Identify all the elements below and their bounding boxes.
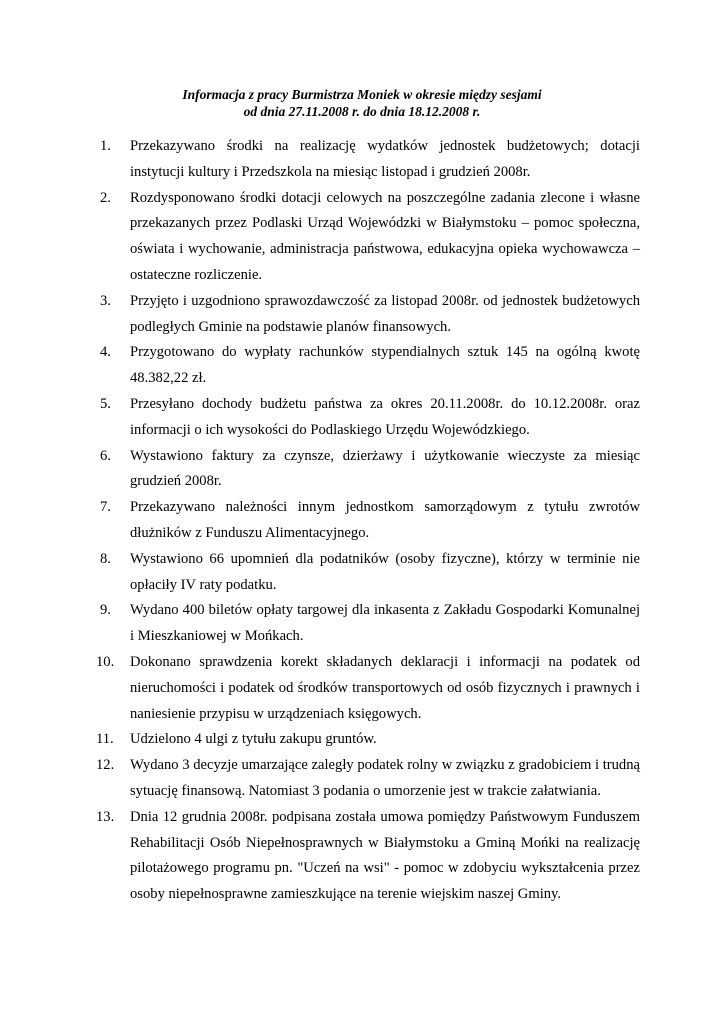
item-number: 5.: [100, 395, 111, 412]
title-line-2: od dnia 27.11.2008 r. do dnia 18.12.2008 r.: [243, 104, 481, 119]
item-number: 9.: [100, 602, 111, 619]
item-text: Wystawiono faktury za czynsze, dzierżawy i użytkowanie wieczyste za miesiąc grudzień 2008r.: [130, 447, 640, 490]
item-text: Rozdysponowano środki dotacji celowych na poszczególne zadania zlecone i własne przekazanych przez Podlaski Urząd Wojewódzki w Białymstoku – pomoc społeczna, oświata i wychowanie, administracja państwowa, edukacyjna opieka wychowawcza – ostateczne rozliczenie.: [130, 189, 640, 283]
list-item: [100, 547, 640, 599]
item-number: 2.: [100, 189, 111, 206]
item-number: 1.: [100, 138, 111, 154]
list-item: [100, 392, 640, 444]
item-number: 12.: [96, 757, 115, 774]
activity-list: [96, 134, 640, 908]
item-text: Dnia 12 grudnia 2008r. podpisana została umowa pomiędzy Państwowym Funduszem Rehabilitacji Osób Niepełnosprawnych w Białymstoku a Gminą Mońki na realizację pilotażowego programu pn. "Uczeń na wsi" - pomoc w zdobyciu wykształcenia przez osoby niepełnosprawne zamieszkujące na terenie wiejskim naszej Gminy.: [130, 808, 640, 903]
item-number: 6.: [100, 447, 111, 464]
list-item: [100, 134, 640, 186]
list-item: [100, 444, 640, 496]
list-item: [100, 495, 640, 547]
item-text: Dokonano sprawdzenia korekt składanych deklaracji i informacji na podatek od nieruchomości i podatek od środków transportowych od osób fizycznych i prawnych i naniesienie przypisu w urządzeniach księgowych.: [130, 653, 640, 722]
item-text: Wydano 3 decyzje umarzające zaległy podatek rolny w związku z gradobiciem i trudną sytuację finansową. Natomiast 3 podania o umorzenie jest w trakcie załatwiania.: [130, 757, 640, 799]
item-number: 8.: [100, 550, 111, 567]
list-item: [96, 753, 640, 805]
list-item: [100, 186, 640, 289]
list-item: [96, 650, 640, 727]
item-text: Przekazywano należności innym jednostkom samorządowym z tytułu zwrotów dłużników z Funduszu Alimentacyjnego.: [130, 499, 640, 541]
list-item: [100, 598, 640, 650]
item-number: 7.: [100, 499, 111, 516]
item-text: Udzielono 4 ulgi z tytułu zakupu gruntów.: [130, 731, 377, 748]
list-item: [96, 805, 640, 908]
item-text: Wydano 400 biletów opłaty targowej dla inkasenta z Zakładu Gospodarki Komunalnej i Mieszkaniowej w Mońkach.: [130, 602, 640, 645]
item-number: 3.: [100, 292, 111, 309]
list-item: [100, 289, 640, 341]
document-title: [0, 86, 724, 120]
item-number: 10.: [96, 653, 115, 670]
list-item: [96, 727, 640, 753]
item-number: 13.: [96, 808, 115, 825]
item-number: 11.: [96, 731, 114, 748]
item-text: Przyjęto i uzgodniono sprawozdawczość za listopad 2008r. od jednostek budżetowych podległych Gminie na podstawie planów finansowych.: [130, 292, 640, 335]
item-text: Przekazywano środki na realizację wydatków jednostek budżetowych; dotacji instytucji kultury i Przedszkola na miesiąc listopad i grudzień 2008r.: [130, 138, 640, 180]
title-line-1: Informacja z pracy Burmistrza Moniek w okresie między sesjami: [182, 87, 542, 102]
item-number: 4.: [100, 344, 111, 361]
item-text: Przesyłano dochody budżetu państwa za okres 20.11.2008r. do 10.12.2008r. oraz informacji o ich wysokości do Podlaskiego Urzędu Wojewódzkiego.: [130, 395, 640, 438]
item-text: Przygotowano do wypłaty rachunków stypendialnych sztuk 145 na ogólną kwotę 48.382,22 zł.: [130, 344, 640, 387]
item-text: Wystawiono 66 upomnień dla podatników (osoby fizyczne), którzy w terminie nie opłaciły IV raty podatku.: [130, 550, 640, 593]
list-item: [100, 340, 640, 392]
